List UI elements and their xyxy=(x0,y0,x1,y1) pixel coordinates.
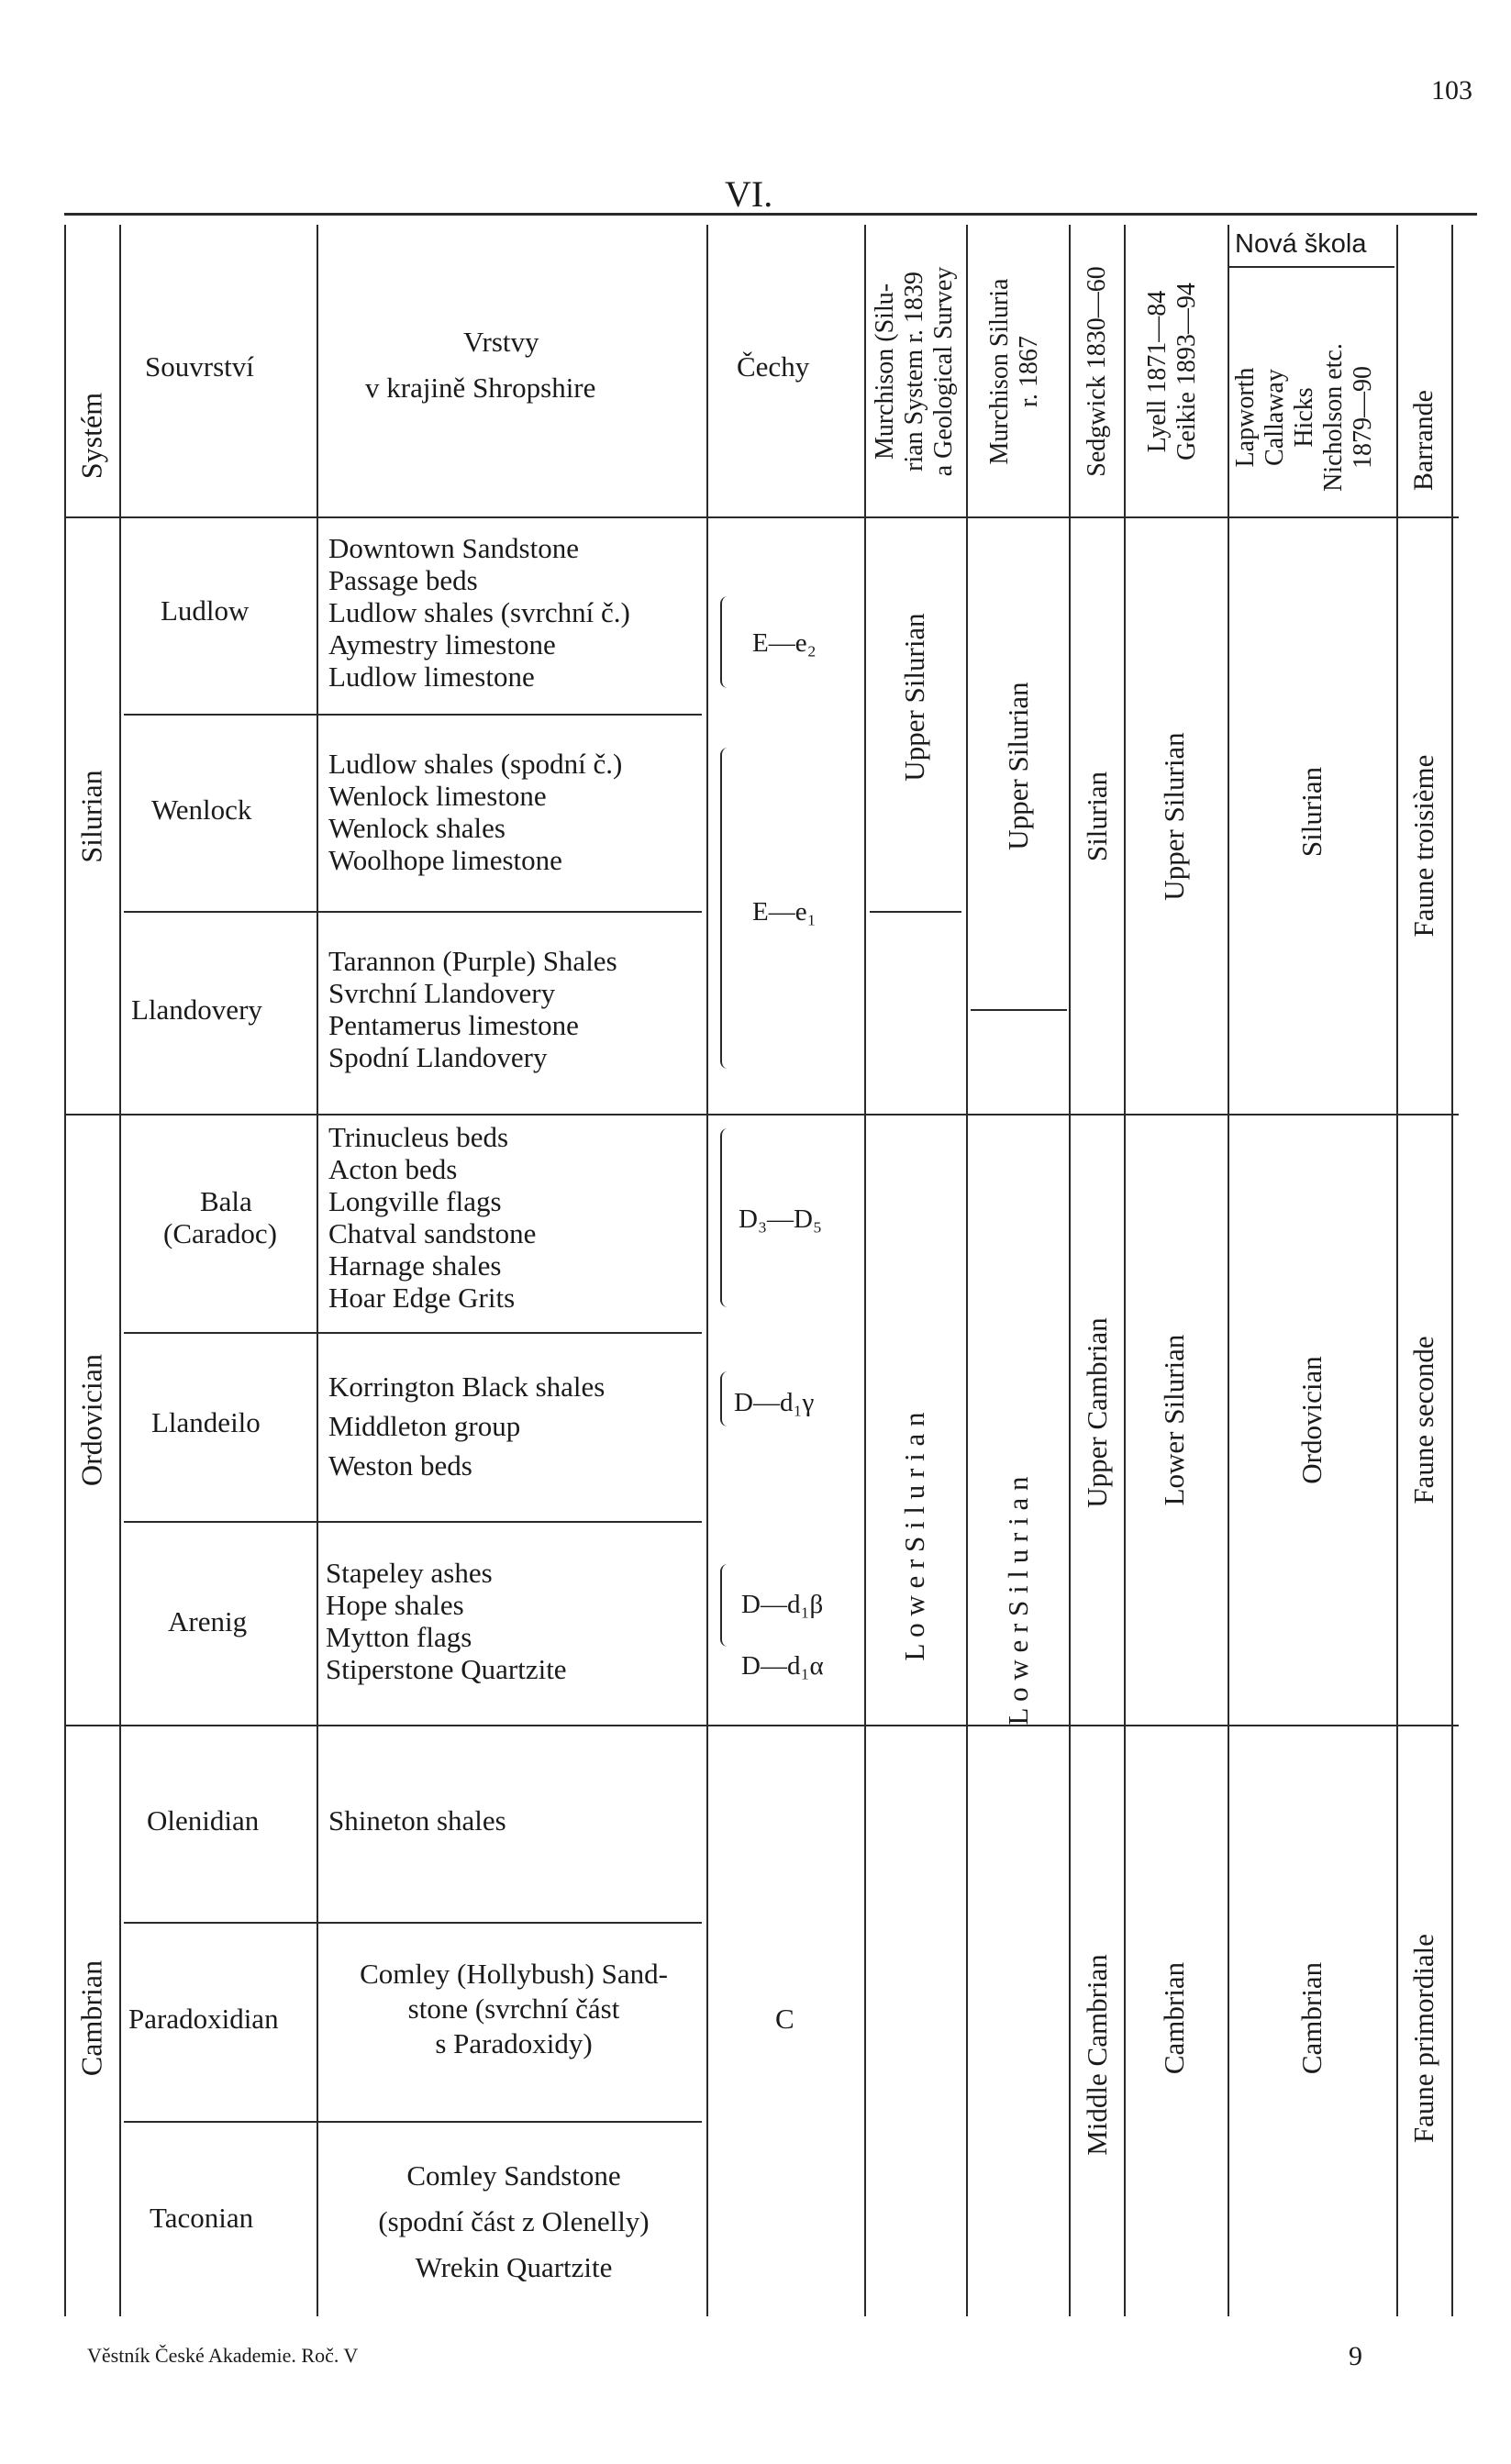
bed-line: Woolhope limestone xyxy=(328,844,562,876)
lyell-upper-silurian: Upper Silurian xyxy=(1158,732,1190,901)
rule-olenidian-paradoxidian xyxy=(124,1922,702,1924)
bed-line: Passage beds xyxy=(328,564,478,596)
series-bala-caradoc: (Caradoc) xyxy=(163,1217,277,1249)
header-bottom-rule xyxy=(64,516,1459,518)
table-number: VI. xyxy=(725,173,773,215)
bed-line: Acton beds xyxy=(328,1153,458,1185)
series-arenig: Arenig xyxy=(168,1605,248,1637)
col-rule-7 xyxy=(1069,225,1071,2316)
cechy-d1g: D—d₁γ xyxy=(734,1388,815,1417)
bed-line: Wenlock limestone xyxy=(328,780,547,812)
beds-arenig xyxy=(326,1557,567,1685)
top-rule xyxy=(64,213,1477,216)
header-lyell: Lyell 1871—84 xyxy=(1143,290,1172,453)
bed-line: Korrington Black shales xyxy=(328,1371,606,1403)
beds-ludlow xyxy=(328,532,630,693)
header-nova-skola: Nová škola xyxy=(1235,229,1367,259)
bed-line: Weston beds xyxy=(328,1449,472,1482)
header-cechy: Čechy xyxy=(737,350,810,383)
nova-silurian: Silurian xyxy=(1295,766,1328,858)
bed-line: Hoar Edge Grits xyxy=(328,1282,516,1314)
beds-bala xyxy=(328,1121,536,1314)
sedg-middle-cambrian: Middle Cambrian xyxy=(1081,1954,1113,2156)
cechy-d1a: D—d₁α xyxy=(741,1651,824,1681)
system-silurian: Silurian xyxy=(74,770,108,863)
header-sedgwick: Sedgwick 1830—60 xyxy=(1083,266,1111,477)
col-rule-5 xyxy=(864,225,866,2316)
bed-line: Tarannon (Purple) Shales xyxy=(328,945,617,977)
bed-line: Shineton shales xyxy=(328,1804,506,1837)
rule-llandeilo-arenig xyxy=(124,1521,702,1523)
bed-line: s Paradoxidy) xyxy=(435,2027,593,2059)
header-nicholson: Nicholson etc. xyxy=(1319,343,1348,492)
series-ludlow: Ludlow xyxy=(161,594,250,627)
bed-line: stone (svrchní část xyxy=(407,1992,620,2025)
bed-line: Chatval sandstone xyxy=(328,1217,537,1249)
bed-line: Longville flags xyxy=(328,1185,502,1217)
cechy-e2: E—e₂ xyxy=(752,628,817,658)
bed-line: Comley Sandstone xyxy=(406,2159,621,2192)
header-system: Systém xyxy=(74,392,108,480)
m1867-lower-silurian: L o w e r S i l u r i a n xyxy=(1002,1476,1034,1726)
bed-line: Ludlow shales (spodní č.) xyxy=(328,748,623,780)
bed-line: Harnage shales xyxy=(328,1249,502,1282)
footer-journal: Věstník České Akademie. Roč. V xyxy=(87,2344,359,2367)
rule-wenlock-llandovery xyxy=(124,911,702,913)
barrande-faune-troisieme: Faune troisième xyxy=(1407,754,1439,938)
rule-nova-skola xyxy=(1229,266,1394,268)
beds-llandovery xyxy=(328,945,617,1073)
header-murchison-1867-b: r. 1867 xyxy=(1015,336,1043,407)
m1839-upper-silurian: Upper Silurian xyxy=(898,613,930,782)
cechy-c: C xyxy=(775,2003,794,2035)
footer-signature: 9 xyxy=(1349,2341,1362,2371)
beds-taconian xyxy=(326,2153,702,2291)
header-vrstvy-sub: v krajině Shropshire xyxy=(365,372,596,404)
header-murchison-1839-a: Murchison (Silu- xyxy=(871,283,899,461)
brace-arenig xyxy=(720,1564,731,1647)
col-rule-3 xyxy=(317,225,318,2316)
header-lapworth: Lapworth xyxy=(1231,367,1260,468)
brace-llandeilo xyxy=(720,1371,731,1426)
rule-bala-llandeilo xyxy=(124,1332,702,1334)
col-rule-8 xyxy=(1124,225,1126,2316)
col-rule-2 xyxy=(119,225,121,2316)
header-barrande: Barrande xyxy=(1408,390,1439,491)
series-paradoxidian: Paradoxidian xyxy=(128,2003,279,2035)
bed-line: Aymestry limestone xyxy=(328,628,556,660)
brace-bala xyxy=(720,1128,731,1307)
m1839-lower-silurian: L o w e r S i l u r i a n xyxy=(898,1412,930,1661)
bed-line: (spodní část z Olenelly) xyxy=(378,2205,650,2237)
cechy-d3d5: D₃—D₅ xyxy=(739,1204,823,1234)
header-murchison-1839-c: a Geological Survey xyxy=(929,266,958,477)
rule-m1867-upper xyxy=(971,1009,1067,1011)
sedg-upper-cambrian: Upper Cambrian xyxy=(1081,1317,1113,1508)
bed-line: Wrekin Quartzite xyxy=(415,2251,613,2283)
rule-silurian-ordovician xyxy=(64,1114,1459,1115)
rule-paradoxidian-taconian xyxy=(124,2121,702,2123)
col-rule-10 xyxy=(1396,225,1398,2316)
header-vrstvy: Vrstvy xyxy=(463,326,539,358)
nova-ordovician: Ordovician xyxy=(1295,1356,1328,1484)
sedg-silurian: Silurian xyxy=(1081,771,1113,862)
beds-paradoxidian xyxy=(326,1957,702,2061)
system-ordovician: Ordovician xyxy=(74,1354,108,1486)
lyell-lower-silurian: Lower Silurian xyxy=(1158,1334,1190,1506)
bed-line: Middleton group xyxy=(328,1410,521,1442)
header-years: 1879—90 xyxy=(1349,366,1377,469)
rule-ordovician-cambrian xyxy=(64,1725,1459,1726)
lyell-cambrian: Cambrian xyxy=(1158,1961,1190,2075)
beds-llandeilo xyxy=(328,1367,605,1485)
bed-line: Wenlock shales xyxy=(328,812,506,844)
bed-line: Pentamerus limestone xyxy=(328,1009,579,1041)
cechy-e1: E—e₁ xyxy=(752,897,817,927)
bed-line: Svrchní Llandovery xyxy=(328,977,556,1009)
nova-cambrian: Cambrian xyxy=(1295,1961,1328,2075)
beds-wenlock xyxy=(328,748,622,876)
bed-line: Stapeley ashes xyxy=(326,1557,493,1589)
barrande-faune-primordiale: Faune primordiale xyxy=(1407,1933,1439,2144)
series-taconian: Taconian xyxy=(150,2202,254,2234)
brace-e1 xyxy=(720,748,731,1069)
cechy-d1b: D—d₁β xyxy=(741,1590,824,1619)
header-callaway: Callaway xyxy=(1261,369,1289,466)
col-rule-4 xyxy=(706,225,708,2316)
bed-line: Stiperstone Quartzite xyxy=(326,1653,567,1685)
bed-line: Mytton flags xyxy=(326,1621,472,1653)
series-llandovery: Llandovery xyxy=(131,993,262,1026)
bed-line: Downtown Sandstone xyxy=(328,532,579,564)
bed-line: Hope shales xyxy=(326,1589,464,1621)
barrande-faune-seconde: Faune seconde xyxy=(1407,1336,1439,1504)
series-bala: Bala xyxy=(200,1185,252,1217)
header-geikie: Geikie 1893—94 xyxy=(1172,283,1201,461)
col-rule-11 xyxy=(1451,225,1453,2316)
bed-line: Ludlow shales (svrchní č.) xyxy=(328,596,630,628)
bed-line: Ludlow limestone xyxy=(328,660,535,693)
page-number: 103 xyxy=(1431,75,1472,105)
system-cambrian: Cambrian xyxy=(74,1959,108,2077)
brace-ludlow xyxy=(720,596,731,688)
col-rule-6 xyxy=(966,225,968,2316)
bed-line: Comley (Hollybush) Sand- xyxy=(360,1958,668,1990)
col-rule-9 xyxy=(1228,225,1229,2316)
header-murchison-1839-b: rian System r. 1839 xyxy=(900,272,928,472)
rule-ludlow-wenlock xyxy=(124,714,702,716)
rule-m1839-e1 xyxy=(870,911,961,913)
header-souvrstvi: Souvrství xyxy=(145,350,254,383)
beds-olenidian xyxy=(328,1804,506,1837)
m1867-upper-silurian: Upper Silurian xyxy=(1002,682,1034,850)
series-wenlock: Wenlock xyxy=(151,794,252,826)
series-olenidian: Olenidian xyxy=(147,1804,260,1837)
header-murchison-1867-a: Murchison Siluria xyxy=(985,278,1014,465)
bed-line: Trinucleus beds xyxy=(328,1121,509,1153)
series-llandeilo: Llandeilo xyxy=(151,1406,261,1438)
col-rule-1 xyxy=(64,225,66,2316)
bed-line: Spodní Llandovery xyxy=(328,1041,548,1073)
header-hicks: Hicks xyxy=(1290,387,1318,448)
